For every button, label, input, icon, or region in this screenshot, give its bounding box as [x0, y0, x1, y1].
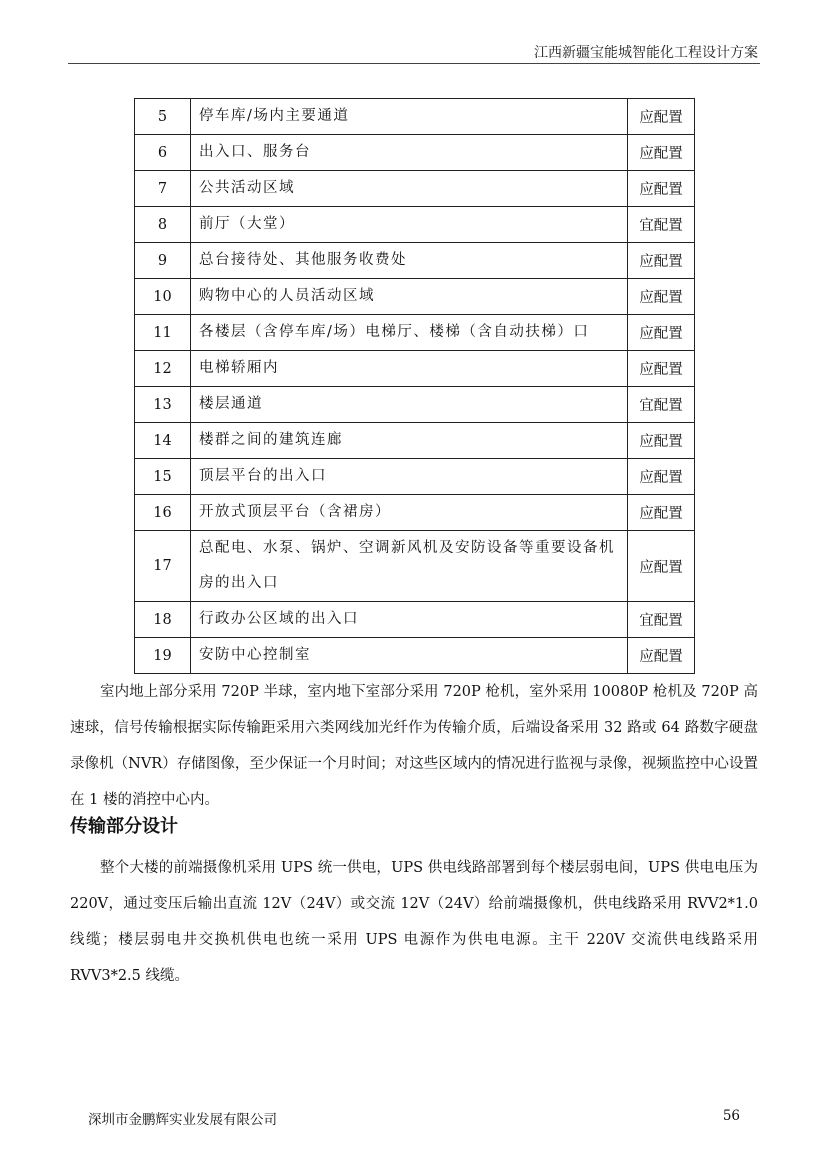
row-location: 总配电、水泵、锅炉、空调新风机及安防设备等重要设备机房的出入口	[191, 531, 628, 602]
row-requirement: 应配置	[628, 315, 695, 351]
table-row	[135, 459, 695, 495]
power-paragraph: 整个大楼的前端摄像机采用 UPS 统一供电，UPS 供电线路部署到每个楼层弱电间，UPS 供电电压为 220V，通过变压后输出直流 12V（24V）或交流 12V（24V）给前端摄像机，供电线路采用 RVV2*1.0 线缆；楼层弱电井交换机供电也统一采用 UPS 电源作为供电电源。主干 220V 交流供电线路采用 RVV3*2.5 线缆。	[70, 860, 758, 984]
row-location: 出入口、服务台	[191, 135, 628, 171]
row-requirement: 应配置	[628, 459, 695, 495]
table-row	[135, 135, 695, 171]
row-location: 总台接待处、其他服务收费处	[191, 243, 628, 279]
table-row	[135, 315, 695, 351]
row-number: 8	[135, 207, 191, 243]
row-number: 9	[135, 243, 191, 279]
row-requirement: 应配置	[628, 135, 695, 171]
section-heading: 传输部分设计	[70, 816, 178, 837]
row-requirement: 应配置	[628, 423, 695, 459]
table-row	[135, 207, 695, 243]
table-row	[135, 279, 695, 315]
row-location: 安防中心控制室	[191, 638, 628, 674]
row-location: 楼群之间的建筑连廊	[191, 423, 628, 459]
row-number: 10	[135, 279, 191, 315]
row-requirement: 应配置	[628, 638, 695, 674]
requirements-table	[134, 98, 695, 674]
row-location: 停车库/场内主要通道	[191, 99, 628, 135]
row-number: 11	[135, 315, 191, 351]
row-location: 购物中心的人员活动区域	[191, 279, 628, 315]
row-requirement: 应配置	[628, 495, 695, 531]
row-number: 18	[135, 602, 191, 638]
row-location: 电梯轿厢内	[191, 351, 628, 387]
camera-paragraph: 室内地上部分采用 720P 半球，室内地下室部分采用 720P 枪机，室外采用 10080P 枪机及 720P 高速球，信号传输根据实际传输距采用六类网线加光纤作为传输介质，后端设备采用 32 路或 64 路数字硬盘录像机（NVR）存储图像，至少保证一个月时间；对这些区域内的情况进行监视与录像，视频监控中心设置在 1 楼的消控中心内。	[70, 684, 758, 808]
header-title: 江西新疆宝能城智能化工程设计方案	[534, 45, 758, 61]
footer-company: 深圳市金鹏辉实业发展有限公司	[88, 1112, 277, 1128]
row-location: 公共活动区域	[191, 171, 628, 207]
row-location: 各楼层（含停车库/场）电梯厅、楼梯（含自动扶梯）口	[191, 315, 628, 351]
table-row	[135, 387, 695, 423]
table-row	[135, 99, 695, 135]
row-requirement: 应配置	[628, 279, 695, 315]
row-requirement: 应配置	[628, 99, 695, 135]
row-number: 19	[135, 638, 191, 674]
row-location: 楼层通道	[191, 387, 628, 423]
row-number: 15	[135, 459, 191, 495]
row-number: 13	[135, 387, 191, 423]
table-row	[135, 423, 695, 459]
row-number: 6	[135, 135, 191, 171]
row-location: 前厅（大堂）	[191, 207, 628, 243]
table-row	[135, 351, 695, 387]
row-location: 顶层平台的出入口	[191, 459, 628, 495]
row-number: 7	[135, 171, 191, 207]
row-requirement: 应配置	[628, 531, 695, 602]
row-number: 14	[135, 423, 191, 459]
row-location: 行政办公区域的出入口	[191, 602, 628, 638]
table-row	[135, 243, 695, 279]
row-requirement: 应配置	[628, 171, 695, 207]
row-number: 12	[135, 351, 191, 387]
row-requirement: 宜配置	[628, 387, 695, 423]
row-requirement: 宜配置	[628, 207, 695, 243]
page-number: 56	[722, 1108, 740, 1124]
row-location: 开放式顶层平台（含裙房）	[191, 495, 628, 531]
table-row	[135, 602, 695, 638]
header-rule	[68, 63, 760, 64]
table-row	[135, 495, 695, 531]
table-row	[135, 171, 695, 207]
table-row	[135, 531, 695, 602]
requirements-table-body	[135, 99, 695, 674]
row-requirement: 应配置	[628, 351, 695, 387]
row-requirement: 宜配置	[628, 602, 695, 638]
table-row	[135, 638, 695, 674]
row-number: 16	[135, 495, 191, 531]
row-number: 17	[135, 531, 191, 602]
row-number: 5	[135, 99, 191, 135]
row-requirement: 应配置	[628, 243, 695, 279]
